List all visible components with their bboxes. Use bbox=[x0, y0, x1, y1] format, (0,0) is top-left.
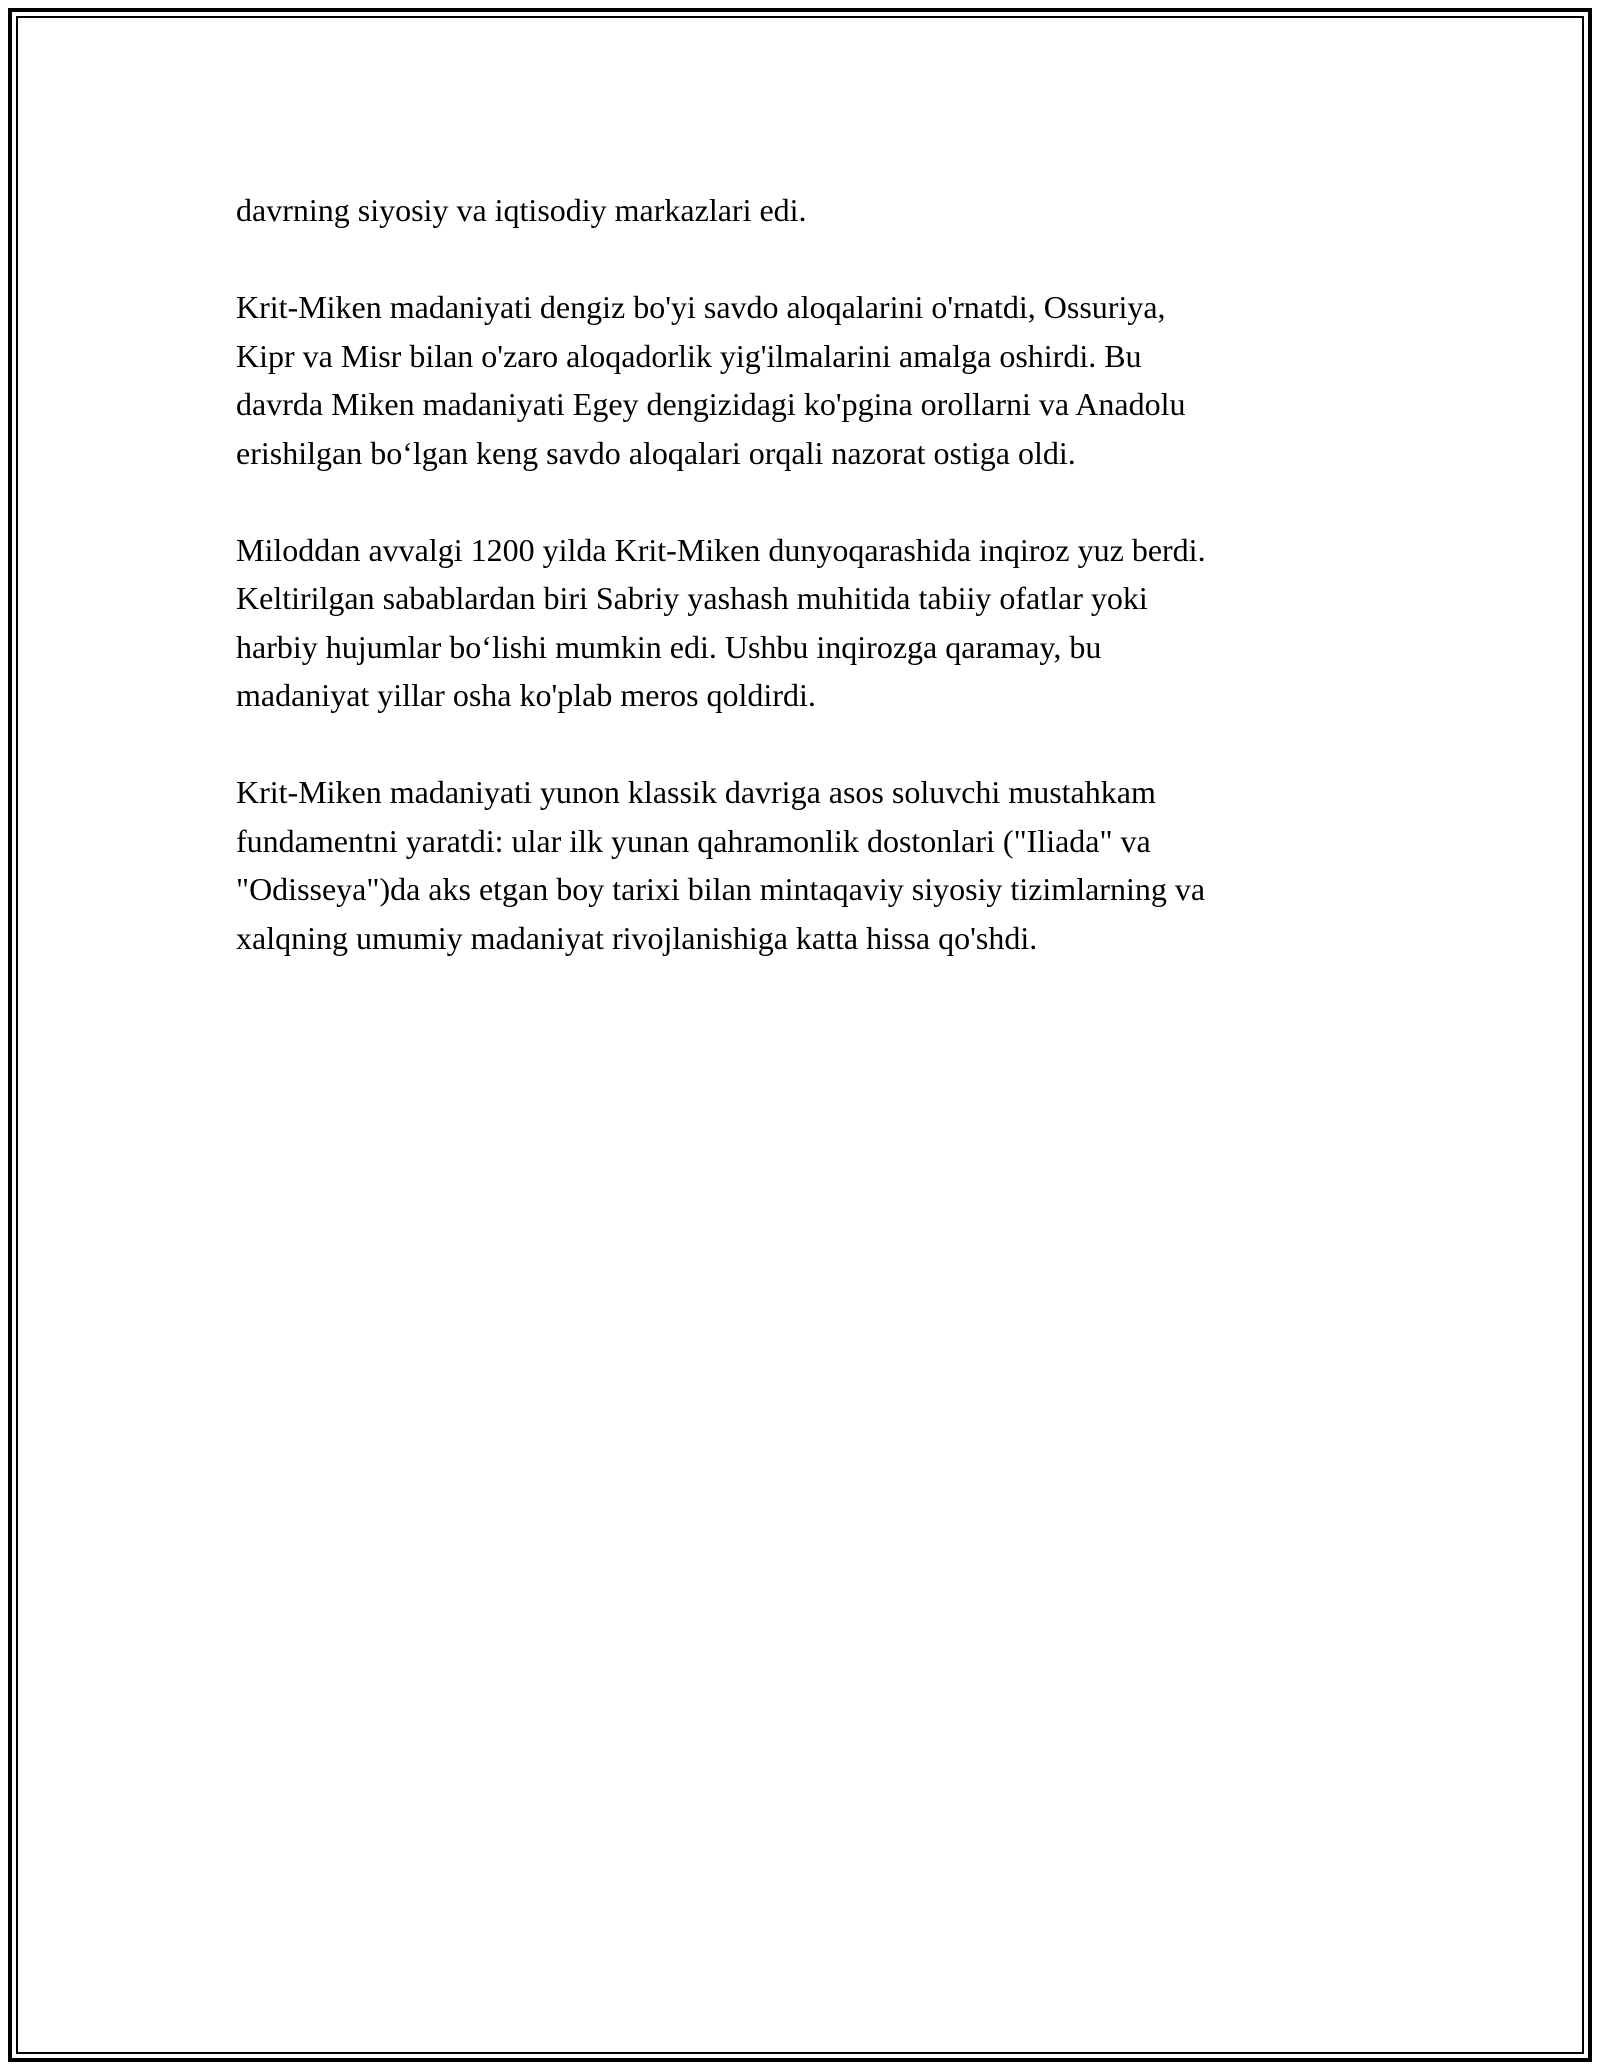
text-line: harbiy hujumlar bo‘lishi mumkin edi. Ushbu inqirozga qaramay, bu bbox=[236, 628, 1102, 665]
text-line: fundamentni yaratdi: ular ilk yunan qahramonlik dostonlari ("Iliada" va bbox=[236, 822, 1151, 859]
text-line: Krit-Miken madaniyati yunon klassik davriga asos soluvchi mustahkam bbox=[236, 774, 1156, 810]
text-line: davrning siyosiy va iqtisodiy markazlari edi. bbox=[236, 192, 807, 228]
text-line: erishilgan bo‘lgan keng savdo aloqalari orqali nazorat ostiga oldi. bbox=[236, 434, 1076, 471]
paragraph-1 bbox=[236, 186, 1366, 235]
text-line: Kipr va Misr bilan o'zaro aloqadorlik yig'ilmalarini amalga oshirdi. Bu bbox=[236, 337, 1142, 374]
text-line: davrda Miken madaniyati Egey dengizidagi ko'pgina orollarni va Anadolu bbox=[236, 386, 1186, 422]
paragraph-4 bbox=[236, 768, 1366, 962]
text-line: Keltirilgan sabablardan biri Sabriy yashash muhitida tabiiy ofatlar yoki bbox=[236, 580, 1148, 616]
text-line: xalqning umumiy madaniyat rivojlanishiga katta hissa qo'shdi. bbox=[236, 919, 1038, 956]
text-line: Miloddan avvalgi 1200 yilda Krit-Miken dunyoqarashida inqiroz yuz berdi. bbox=[236, 531, 1206, 568]
text-line: "Odisseya")da aks etgan boy tarixi bilan mintaqaviy siyosiy tizimlarning va bbox=[236, 871, 1206, 907]
paragraph-3 bbox=[236, 526, 1366, 720]
document-body bbox=[236, 186, 1366, 1011]
text-line: Krit-Miken madaniyati dengiz bo'yi savdo aloqalarini o'rnatdi, Ossuriya, bbox=[236, 289, 1166, 325]
text-line: madaniyat yillar osha ko'plab meros qoldirdi. bbox=[236, 677, 816, 713]
paragraph-2 bbox=[236, 283, 1366, 477]
